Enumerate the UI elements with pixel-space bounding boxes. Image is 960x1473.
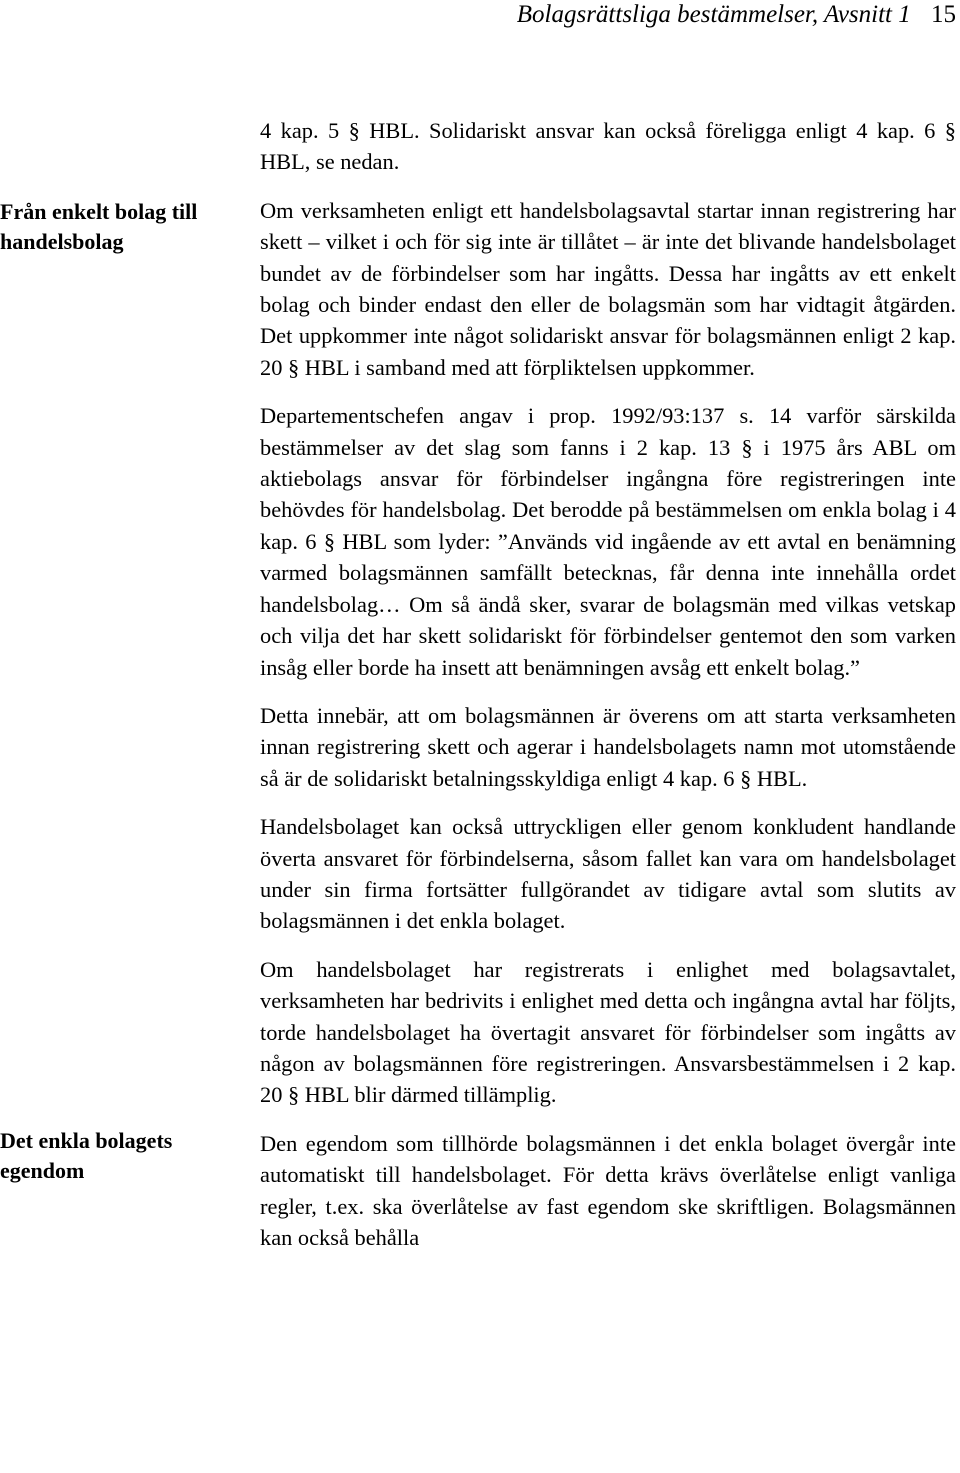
body-paragraph: Om handelsbolaget har registrerats i enlighet med bolagsavtalet, verksamheten har bedrivits i enlighet med detta och ingångna avtal har följts, torde handelsbolaget ha övertagit ansvaret för förbindelser som ingåtts av någon av bolagsmännen före registreringen. Ansvarsbestämmelsen i 2 kap. 20 § HBL blir därmed tillämplig. <box>260 956 956 1108</box>
body-paragraph: Den egendom som tillhörde bolagsmännen i det enkla bolaget övergår inte automatiskt till handelsbolaget. För detta krävs överlåtelse enligt vanliga regler, t.ex. ska överlåtelse av fast egendom ske skriftligen. Bolagsmännen kan också behålla <box>260 1130 956 1250</box>
body-paragraph: Detta innebär, att om bolagsmännen är överens om att starta verksamheten innan registrering skett och agerar i handelsbolagets namn mot utomstående så är de solidariskt betalningsskyldiga enligt 4 kap. 6 § HBL. <box>260 702 956 791</box>
body-paragraph: 4 kap. 5 § HBL. Solidariskt ansvar kan också föreligga enligt 4 kap. 6 § HBL, se nedan. <box>260 118 956 175</box>
margin-heading: Från enkelt bolag till handelsbolag <box>0 198 198 254</box>
body-paragraph: Om verksamheten enligt ett handelsbolagsavtal startar innan registrering har skett – vilket i och för sig inte är tillåtet – är inte det blivande handelsbolaget bundet av de förbindelser som har ingåtts. Dessa har ingåtts av ett enkelt bolag och binder endast den eller de bolagsmän som har vidtagit åtgärden. Det uppkommer inte något solidariskt ansvar för bolagsmännen enligt 2 kap. 20 § HBL i samband med att förpliktelsen uppkommer. <box>260 197 956 380</box>
running-header-title: Bolagsrättsliga bestämmelser, Avsnitt 1 <box>516 1 911 28</box>
body-paragraph: Departementschefen angav i prop. 1992/93:137 s. 14 varför särskilda bestämmelser av det slag som fanns i 2 kap. 13 § i 1975 års ABL om aktiebolags ansvar för förbindelser ingångna före registreringen inte behövdes för handelsbolag. Det berodde på bestämmelsen om enkla bolag i 4 kap. 6 § HBL som lyder: ”Används vid ingående av ett avtal en benämning varmed bolagsmännen samfällt betecknas, får denna inte innehålla ordet handelsbolag… Om så ändå sker, svarar de bolagsmän med vilkas vetskap och vilja det har skett solidariskt för förbindelser gentemot den som varken insåg eller borde ha insett att benämningen avsåg ett enkelt bolag.” <box>260 403 956 680</box>
section-intro <box>0 115 960 178</box>
margin-heading: Det enkla bolagets egendom <box>0 1127 173 1183</box>
section-enkla-bolagets-egendom <box>0 1128 960 1254</box>
page-number: 15 <box>931 1 956 28</box>
running-header <box>517 0 956 30</box>
page-body <box>0 115 960 1253</box>
section-enkelt-bolag-till-handelsbolag <box>0 195 960 1111</box>
body-paragraph: Handelsbolaget kan också uttryckligen eller genom konkludent handlande överta ansvaret för förbindelserna, såsom fallet kan vara om handelsbolaget under sin firma fortsätter fullgörandet av tidigare avtal som slutits av bolagsmännen i det enkla bolaget. <box>260 814 956 934</box>
